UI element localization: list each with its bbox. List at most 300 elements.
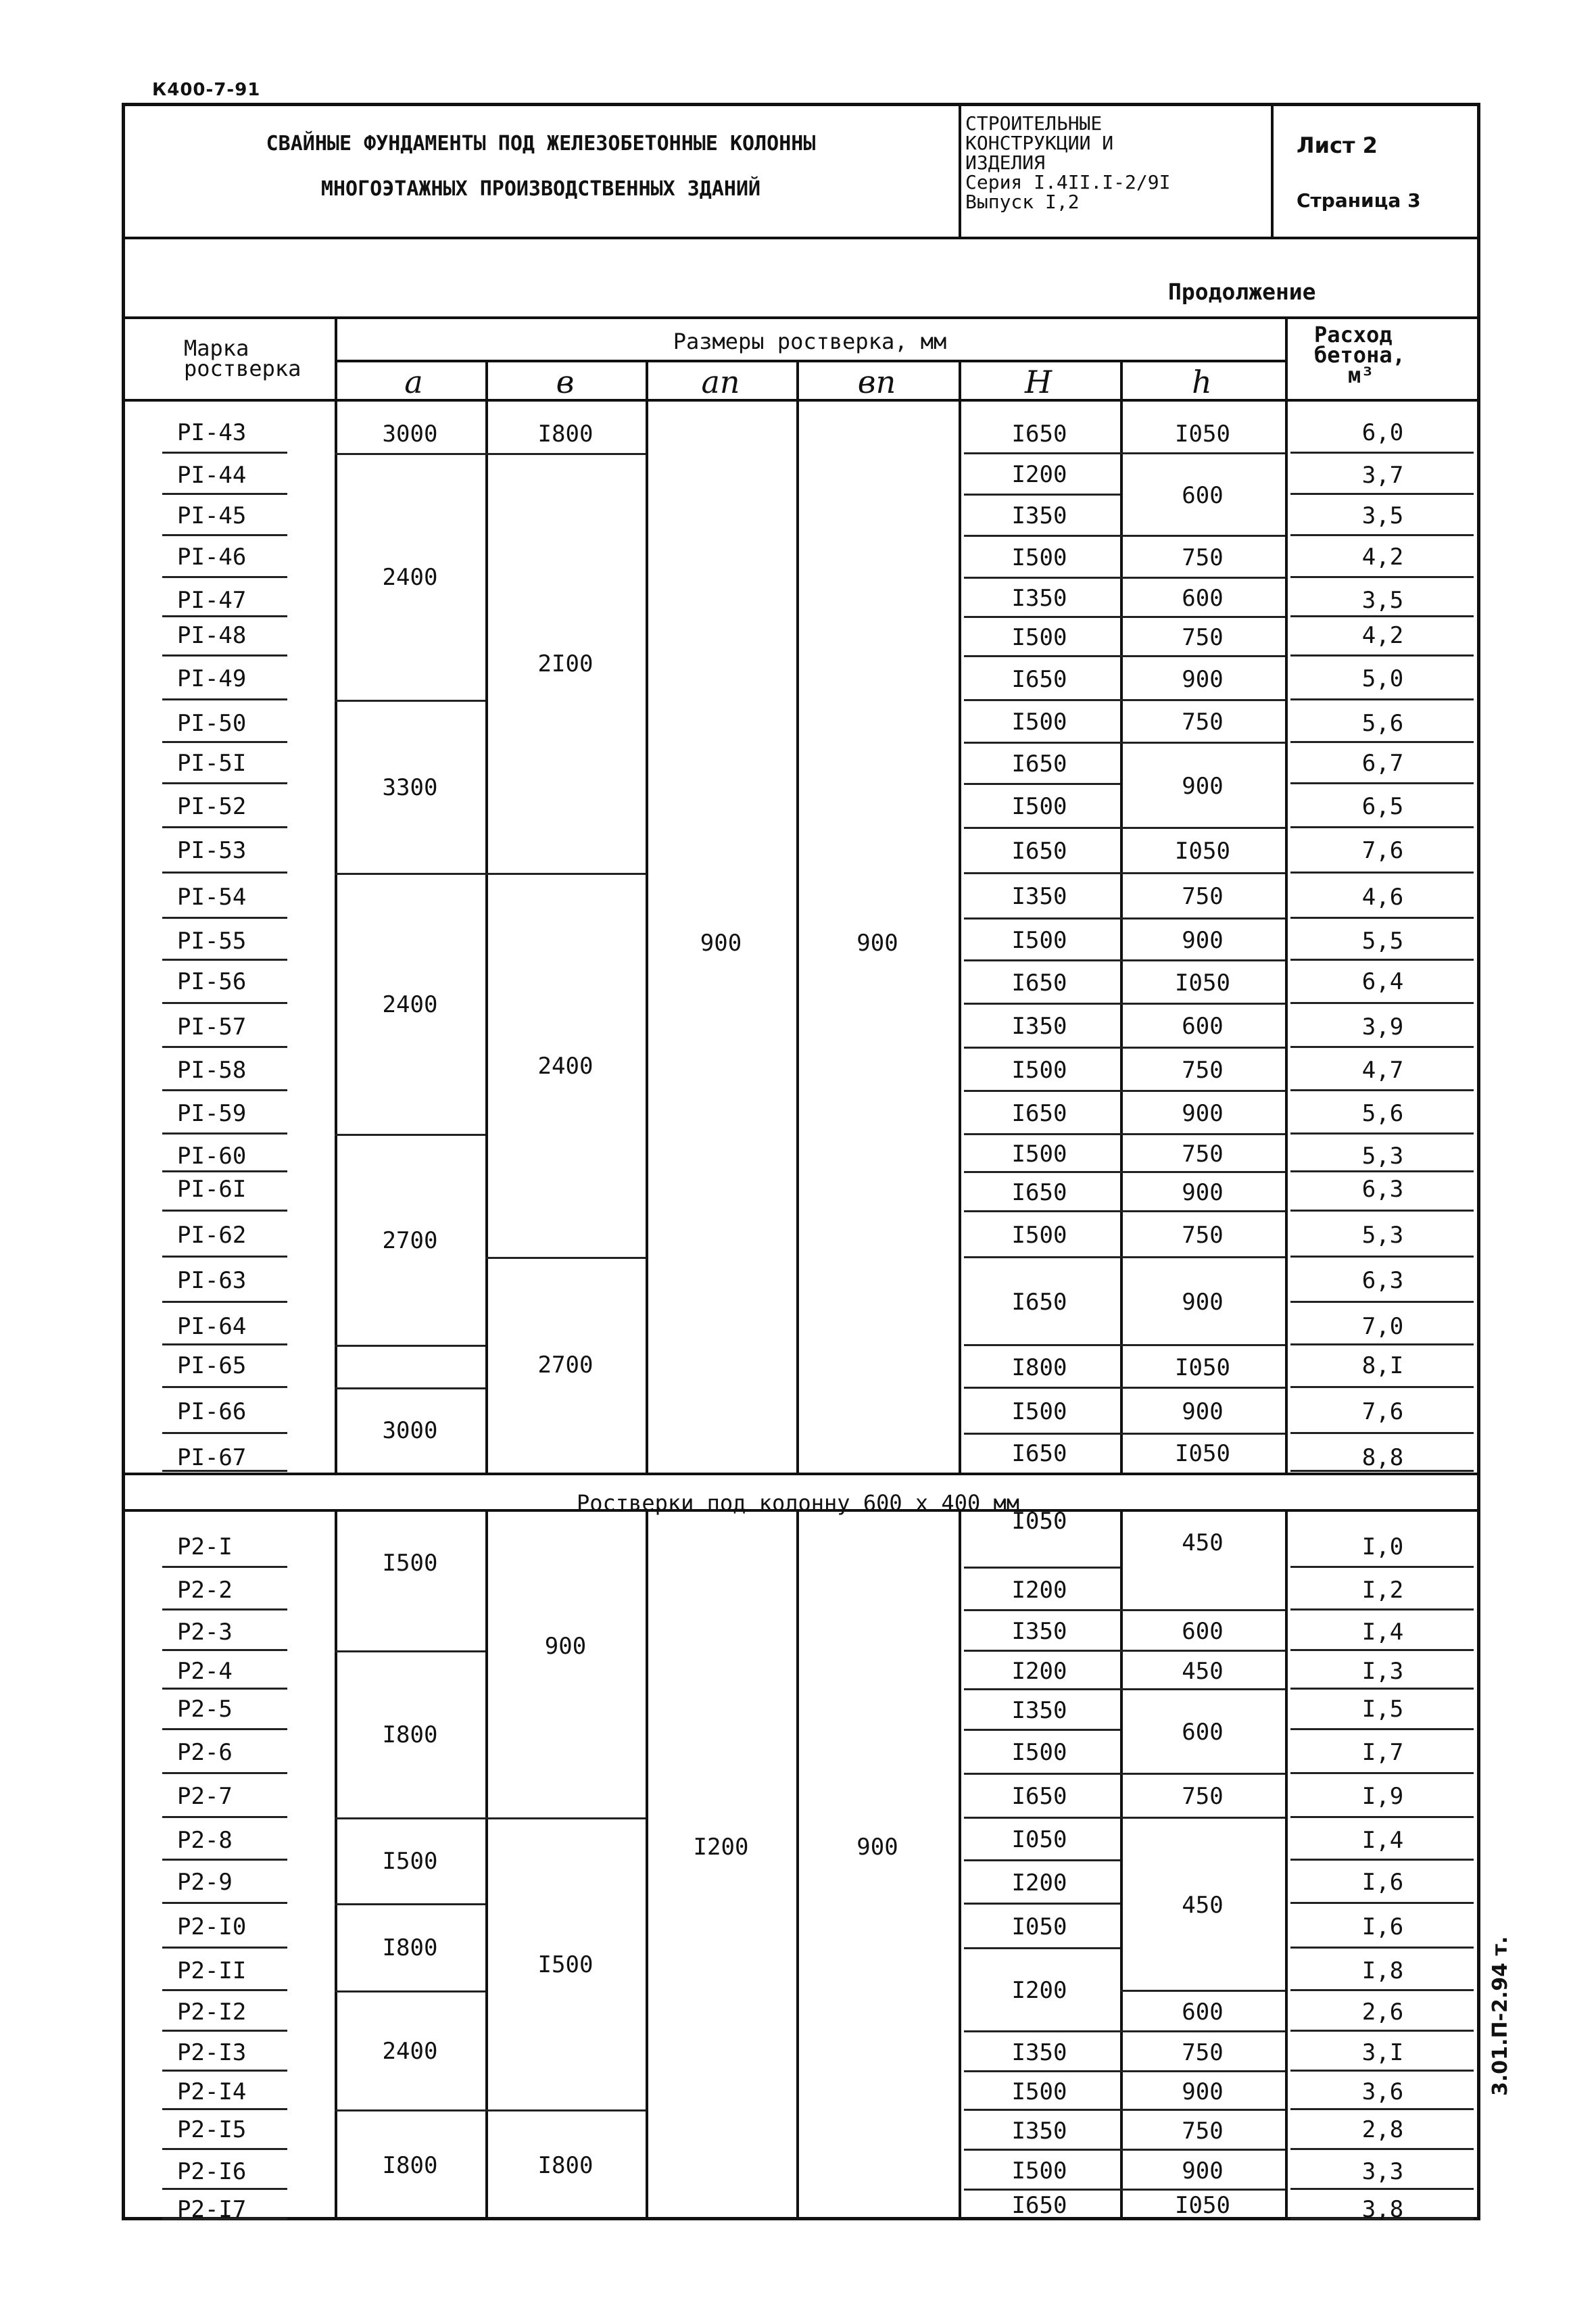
mark-row-rule [162, 1386, 287, 1388]
mark-cell: PI-50 [177, 710, 247, 737]
a-span-rule [335, 1990, 485, 1992]
h-row-rule [1120, 1003, 1285, 1005]
H-row-rule [964, 1817, 1120, 1819]
mark-row-rule [162, 1343, 287, 1345]
mark-header-line-1: Марка [184, 335, 249, 361]
H-cell: I350 [1011, 883, 1067, 910]
concrete-row-rule [1290, 1132, 1474, 1135]
concrete-cell: 3,5 [1361, 587, 1404, 614]
concrete-cell: 3,3 [1361, 2158, 1404, 2185]
h-row-rule [1120, 577, 1285, 579]
b-span-rule [485, 1817, 646, 1819]
series-line-5: Выпуск I,2 [965, 191, 1080, 213]
a-cell: 2700 [382, 1226, 438, 1254]
b-cell: 2700 [537, 1352, 594, 1379]
concrete-row-rule [1290, 654, 1474, 657]
concrete-cell: I,3 [1361, 1658, 1404, 1685]
concrete-row-rule [1290, 1859, 1474, 1861]
column-line-c1 [335, 316, 337, 1473]
H-row-rule [964, 1433, 1120, 1435]
H-row-rule [964, 577, 1120, 579]
drawing-frame [122, 103, 1480, 2220]
mark-cell: P2-II [177, 1957, 247, 1984]
H-row-rule [964, 1256, 1120, 1258]
h-cell: 900 [1182, 1099, 1224, 1127]
H-cell: I050 [1011, 1508, 1067, 1535]
h-row-rule [1120, 1171, 1285, 1173]
a-cell: I800 [382, 2152, 438, 2179]
H-cell: I500 [1011, 1057, 1067, 1084]
H-row-rule [964, 1729, 1120, 1731]
concrete-cell: 2,6 [1361, 1999, 1404, 2026]
H-cell: I050 [1011, 1826, 1067, 1854]
mark-header-line-2: ростверка [184, 356, 301, 381]
h-cell: I050 [1175, 1354, 1230, 1381]
H-cell: I500 [1011, 2157, 1067, 2185]
concrete-cell: 7,6 [1361, 837, 1404, 864]
h-row-rule [1120, 827, 1285, 829]
concrete-row-rule [1290, 1343, 1474, 1345]
mark-row-rule [162, 959, 287, 961]
concrete-cell: I,6 [1361, 1869, 1404, 1896]
column-line-c4-lower [796, 1509, 799, 2220]
column-line-c4 [796, 360, 799, 1473]
mark-cell: P2-4 [177, 1658, 233, 1685]
document-code: К400-7-91 [152, 80, 261, 100]
mark-column-header [184, 335, 301, 381]
column-line-c6 [1120, 360, 1123, 1473]
a-cell: 2400 [382, 991, 438, 1018]
mark-row-rule [162, 1089, 287, 1091]
section-top-line [122, 1473, 1480, 1475]
h-cell: 750 [1182, 1221, 1224, 1249]
a-span-rule [335, 1903, 485, 1905]
mark-cell: P2-I7 [177, 2196, 247, 2223]
a-cell: 3000 [382, 420, 438, 448]
H-cell: I050 [1011, 1913, 1067, 1940]
h-row-rule [1120, 1609, 1285, 1611]
mark-cell: PI-49 [177, 665, 247, 692]
H-row-rule [964, 1003, 1120, 1005]
mark-cell: PI-6I [177, 1176, 247, 1203]
h-cell: 900 [1182, 1178, 1224, 1206]
H-cell: I650 [1011, 1178, 1067, 1206]
H-cell: I500 [1011, 926, 1067, 954]
h-row-rule [1120, 1990, 1285, 1992]
H-row-rule [964, 1090, 1120, 1092]
h-row-rule [1120, 1256, 1285, 1258]
concrete-cell: 5,6 [1361, 1100, 1404, 1127]
a-span-rule [335, 1817, 485, 1819]
mark-row-rule [162, 1608, 287, 1610]
h-cell: 750 [1182, 544, 1224, 571]
mark-cell: P2-6 [177, 1739, 233, 1766]
h-cell: 600 [1182, 1618, 1224, 1645]
concrete-cell: 6,0 [1361, 419, 1404, 446]
h-row-rule [1120, 655, 1285, 657]
column-line-c3-lower [646, 1509, 648, 2220]
concrete-header-line-1: Расход [1314, 322, 1393, 348]
H-row-rule [964, 2189, 1120, 2191]
a-span-rule [335, 1134, 485, 1136]
mark-row-rule [162, 1046, 287, 1048]
concrete-row-rule [1290, 782, 1474, 784]
concrete-row-rule [1290, 493, 1474, 495]
h-cell: 600 [1182, 481, 1224, 509]
mark-cell: PI-67 [177, 1444, 247, 1471]
h-cell: 750 [1182, 2038, 1224, 2066]
H-row-rule [964, 494, 1120, 496]
h-cell: 450 [1182, 1891, 1224, 1919]
H-cell: I650 [1011, 838, 1067, 865]
H-row-rule [964, 1650, 1120, 1652]
mark-cell: P2-7 [177, 1783, 233, 1810]
H-row-rule [964, 959, 1120, 961]
mark-row-rule [162, 741, 287, 743]
h-cell: 750 [1182, 1140, 1224, 1168]
h-row-rule [1120, 699, 1285, 701]
a-cell: I500 [382, 1549, 438, 1577]
mark-row-rule [162, 2188, 287, 2190]
H-cell: I650 [1011, 420, 1067, 448]
H-row-rule [964, 699, 1120, 701]
a-cell: 3000 [382, 1417, 438, 1444]
concrete-cell: 5,5 [1361, 928, 1404, 955]
mark-row-rule [162, 1301, 287, 1303]
b-cell: 900 [544, 1632, 587, 1660]
h-row-rule [1120, 1133, 1285, 1135]
col-a-header: a [404, 364, 423, 400]
mark-cell: P2-8 [177, 1827, 233, 1854]
series-line-3: ИЗДЕЛИЯ [965, 151, 1046, 174]
title-line-2: МНОГОЭТАЖНЫХ ПРОИЗВОДСТВЕННЫХ ЗДАНИЙ [320, 177, 761, 201]
H-cell: I500 [1011, 624, 1067, 651]
h-row-rule [1120, 1210, 1285, 1212]
H-cell: I200 [1011, 1576, 1067, 1604]
H-cell: I650 [1011, 2192, 1067, 2219]
concrete-cell: 3,8 [1361, 2196, 1404, 2223]
H-cell: I650 [1011, 969, 1067, 997]
H-cell: I650 [1011, 1288, 1067, 1316]
H-cell: I500 [1011, 544, 1067, 571]
concrete-row-rule [1290, 872, 1474, 874]
concrete-cell: 4,6 [1361, 884, 1404, 911]
mark-cell: PI-57 [177, 1013, 247, 1041]
section-label: Ростверки под колонну 600 х 400 мм [576, 1490, 1020, 1516]
h-row-rule [1120, 1817, 1285, 1819]
H-cell: I500 [1011, 793, 1067, 821]
mark-cell: PI-66 [177, 1398, 247, 1425]
a-cell: 2400 [382, 2037, 438, 2065]
dims-header-line [335, 360, 1285, 362]
mark-cell: PI-44 [177, 462, 247, 489]
h-cell: 900 [1182, 665, 1224, 693]
concrete-row-rule [1290, 826, 1474, 828]
h-cell: 450 [1182, 1657, 1224, 1685]
b-cell: I800 [537, 420, 594, 448]
H-row-rule [964, 1903, 1120, 1905]
concrete-row-rule [1290, 1772, 1474, 1774]
b-span-rule [485, 873, 646, 875]
h-cell: 750 [1182, 709, 1224, 736]
concrete-row-rule [1290, 1386, 1474, 1388]
H-cell: I500 [1011, 1221, 1067, 1249]
h-row-rule [1120, 917, 1285, 920]
concrete-row-rule [1290, 1432, 1474, 1434]
mark-cell: PI-53 [177, 837, 247, 864]
h-cell: 900 [1182, 772, 1224, 800]
mark-row-rule [162, 1132, 287, 1135]
concrete-row-rule [1290, 1816, 1474, 1818]
concrete-cell: 6,5 [1361, 793, 1404, 820]
concrete-row-rule [1290, 1649, 1474, 1651]
concrete-row-rule [1290, 534, 1474, 536]
h-row-rule [1120, 872, 1285, 874]
title-block-divider-1 [959, 103, 961, 238]
column-line-c7-lower [1285, 1509, 1288, 2220]
h-row-rule [1120, 1047, 1285, 1049]
h-row-rule [1120, 452, 1285, 454]
mark-row-rule [162, 698, 287, 700]
h-cell: 750 [1182, 2117, 1224, 2145]
H-row-rule [964, 742, 1120, 744]
b-span-rule [485, 1257, 646, 1259]
bp-cell: 900 [856, 930, 898, 957]
mark-row-rule [162, 1256, 287, 1258]
mark-row-rule [162, 1859, 287, 1861]
H-cell: I650 [1011, 1440, 1067, 1467]
b-span-rule [485, 453, 646, 455]
h-row-rule [1120, 1773, 1285, 1775]
h-row-rule [1120, 1688, 1285, 1690]
title-block-bottom-line [122, 237, 1480, 239]
mark-row-rule [162, 1170, 287, 1172]
concrete-row-rule [1290, 2148, 1474, 2150]
H-row-rule [964, 2109, 1120, 2111]
concrete-cell: 7,6 [1361, 1398, 1404, 1425]
h-row-rule [1120, 616, 1285, 618]
mark-cell: PI-62 [177, 1222, 247, 1249]
mark-row-rule [162, 1728, 287, 1730]
H-row-rule [964, 2030, 1120, 2032]
concrete-row-rule [1290, 698, 1474, 700]
h-row-rule [1120, 2109, 1285, 2111]
H-cell: I200 [1011, 461, 1067, 489]
h-row-rule [1120, 2030, 1285, 2032]
h-cell: 900 [1182, 1398, 1224, 1425]
table-top-line [122, 316, 1480, 319]
H-row-rule [964, 1859, 1120, 1861]
concrete-cell: 3,6 [1361, 2078, 1404, 2105]
mark-cell: PI-52 [177, 793, 247, 820]
mark-row-rule [162, 917, 287, 919]
a-span-rule [335, 700, 485, 702]
H-row-rule [964, 1773, 1120, 1775]
concrete-cell: 8,8 [1361, 1444, 1404, 1471]
bp-cell: 900 [856, 1834, 898, 1861]
mark-row-rule [162, 534, 287, 536]
concrete-row-rule [1290, 1170, 1474, 1172]
H-row-rule [964, 2149, 1120, 2151]
mark-row-rule [162, 2148, 287, 2150]
mark-row-rule [162, 1002, 287, 1004]
h-row-rule [1120, 1344, 1285, 1346]
column-line-c1-lower [335, 1509, 337, 2220]
H-cell: I500 [1011, 1739, 1067, 1767]
concrete-cell: 6,3 [1361, 1176, 1404, 1203]
concrete-row-rule [1290, 1728, 1474, 1730]
concrete-cell: I,0 [1361, 1533, 1404, 1560]
column-line-c2 [485, 360, 488, 1473]
a-span-rule [335, 1345, 485, 1347]
mark-cell: PI-54 [177, 884, 247, 911]
mark-cell: P2-I2 [177, 1999, 247, 2026]
H-row-rule [964, 535, 1120, 537]
concrete-row-rule [1290, 959, 1474, 961]
mark-row-rule [162, 1902, 287, 1904]
concrete-row-rule [1290, 2030, 1474, 2032]
title-line-1: СВАЙНЫЕ ФУНДАМЕНТЫ ПОД ЖЕЛЕЗОБЕТОННЫЕ КОЛОННЫ [266, 132, 816, 156]
H-cell: I200 [1011, 1657, 1067, 1685]
mark-row-rule [162, 615, 287, 617]
h-row-rule [1120, 1090, 1285, 1092]
concrete-row-rule [1290, 452, 1474, 454]
h-row-rule [1120, 2189, 1285, 2191]
dimensions-header: Размеры ростверка, мм [673, 329, 947, 354]
concrete-cell: I,4 [1361, 1619, 1404, 1646]
H-cell: I200 [1011, 1977, 1067, 2005]
mark-row-rule [162, 576, 287, 578]
concrete-cell: I,6 [1361, 1913, 1404, 1940]
mark-cell: P2-5 [177, 1696, 233, 1723]
mark-cell: PI-65 [177, 1352, 247, 1379]
a-span-rule [335, 1387, 485, 1389]
concrete-row-rule [1290, 1210, 1474, 1212]
H-cell: I350 [1011, 502, 1067, 530]
mark-row-rule [162, 452, 287, 454]
H-cell: I650 [1011, 1783, 1067, 1810]
h-row-rule [1120, 1650, 1285, 1652]
concrete-header-line-2: бетона, [1314, 342, 1405, 368]
concrete-cell: 3,9 [1361, 1013, 1404, 1041]
H-row-rule [964, 1609, 1120, 1611]
H-cell: I350 [1011, 2038, 1067, 2066]
a-span-rule [335, 2109, 485, 2111]
concrete-cell: 5,3 [1361, 1143, 1404, 1170]
H-row-rule [964, 1210, 1120, 1212]
mark-cell: PI-64 [177, 1313, 247, 1340]
mark-row-rule [162, 1649, 287, 1651]
mark-row-rule [162, 1816, 287, 1818]
mark-cell: P2-9 [177, 1869, 233, 1896]
column-line-c7 [1285, 316, 1288, 1473]
col-b-header: в [556, 364, 575, 400]
h-cell: I050 [1175, 969, 1230, 997]
concrete-cell: 6,3 [1361, 1267, 1404, 1294]
concrete-row-rule [1290, 1256, 1474, 1258]
b-cell: 2400 [537, 1052, 594, 1080]
h-cell: 900 [1182, 2078, 1224, 2105]
H-row-rule [964, 1171, 1120, 1173]
series-block [965, 114, 1170, 212]
concrete-column-header [1314, 322, 1405, 388]
h-cell: 750 [1182, 883, 1224, 910]
mark-cell: PI-45 [177, 502, 247, 529]
H-row-rule [964, 452, 1120, 454]
concrete-row-rule [1290, 1089, 1474, 1091]
mark-cell: PI-60 [177, 1143, 247, 1170]
H-row-rule [964, 1047, 1120, 1049]
concrete-cell: I,2 [1361, 1577, 1404, 1604]
H-row-rule [964, 827, 1120, 829]
b-cell: 2I00 [537, 650, 594, 677]
h-cell: I050 [1175, 1440, 1230, 1467]
series-line-2: КОНСТРУКЦИИ И [965, 132, 1114, 154]
H-row-rule [964, 1133, 1120, 1135]
H-cell: I350 [1011, 2117, 1067, 2145]
concrete-cell: 3,I [1361, 2039, 1404, 2066]
mark-row-rule [162, 1566, 287, 1568]
concrete-cell: 4,2 [1361, 622, 1404, 649]
ap-cell: I200 [693, 1834, 749, 1861]
mark-cell: P2-I0 [177, 1913, 247, 1940]
b-span-rule [485, 2109, 646, 2111]
column-line-c5 [959, 360, 961, 1473]
mark-row-rule [162, 2108, 287, 2110]
H-cell: I650 [1011, 750, 1067, 778]
mark-row-rule [162, 2070, 287, 2072]
H-cell: I350 [1011, 1618, 1067, 1645]
page-number: Страница 3 [1297, 189, 1421, 212]
mark-cell: P2-I [177, 1533, 233, 1560]
mark-cell: PI-55 [177, 928, 247, 955]
mark-cell: PI-46 [177, 544, 247, 571]
b-cell: I500 [537, 1951, 594, 1978]
H-cell: I650 [1011, 665, 1067, 693]
h-row-rule [1120, 1387, 1285, 1389]
mark-cell: P2-I3 [177, 2039, 247, 2066]
mark-row-rule [162, 1772, 287, 1774]
sheet-number: Лист 2 [1297, 133, 1378, 158]
concrete-cell: 8,I [1361, 1352, 1404, 1379]
H-cell: I800 [1011, 1354, 1067, 1381]
a-span-rule [335, 453, 485, 455]
h-cell: 600 [1182, 1998, 1224, 2026]
column-line-c2-lower [485, 1509, 488, 2220]
mark-cell: P2-I4 [177, 2078, 247, 2105]
concrete-cell: 4,2 [1361, 544, 1404, 571]
h-cell: I050 [1175, 2192, 1230, 2219]
mark-cell: P2-2 [177, 1577, 233, 1604]
concrete-cell: I,8 [1361, 1957, 1404, 1984]
concrete-cell: 3,7 [1361, 462, 1404, 489]
h-cell: 600 [1182, 1719, 1224, 1746]
concrete-cell: 6,4 [1361, 968, 1404, 995]
mark-cell: P2-I6 [177, 2158, 247, 2185]
H-cell: I500 [1011, 709, 1067, 736]
H-row-rule [964, 1387, 1120, 1389]
concrete-row-rule [1290, 917, 1474, 919]
concrete-cell: 7,0 [1361, 1313, 1404, 1340]
mark-row-rule [162, 1688, 287, 1690]
mark-cell: PI-43 [177, 419, 247, 446]
concrete-row-rule [1290, 741, 1474, 743]
h-cell: 600 [1182, 585, 1224, 612]
concrete-row-rule [1290, 1566, 1474, 1568]
concrete-row-rule [1290, 2108, 1474, 2110]
mark-cell: P2-3 [177, 1619, 233, 1646]
concrete-row-rule [1290, 2188, 1474, 2190]
